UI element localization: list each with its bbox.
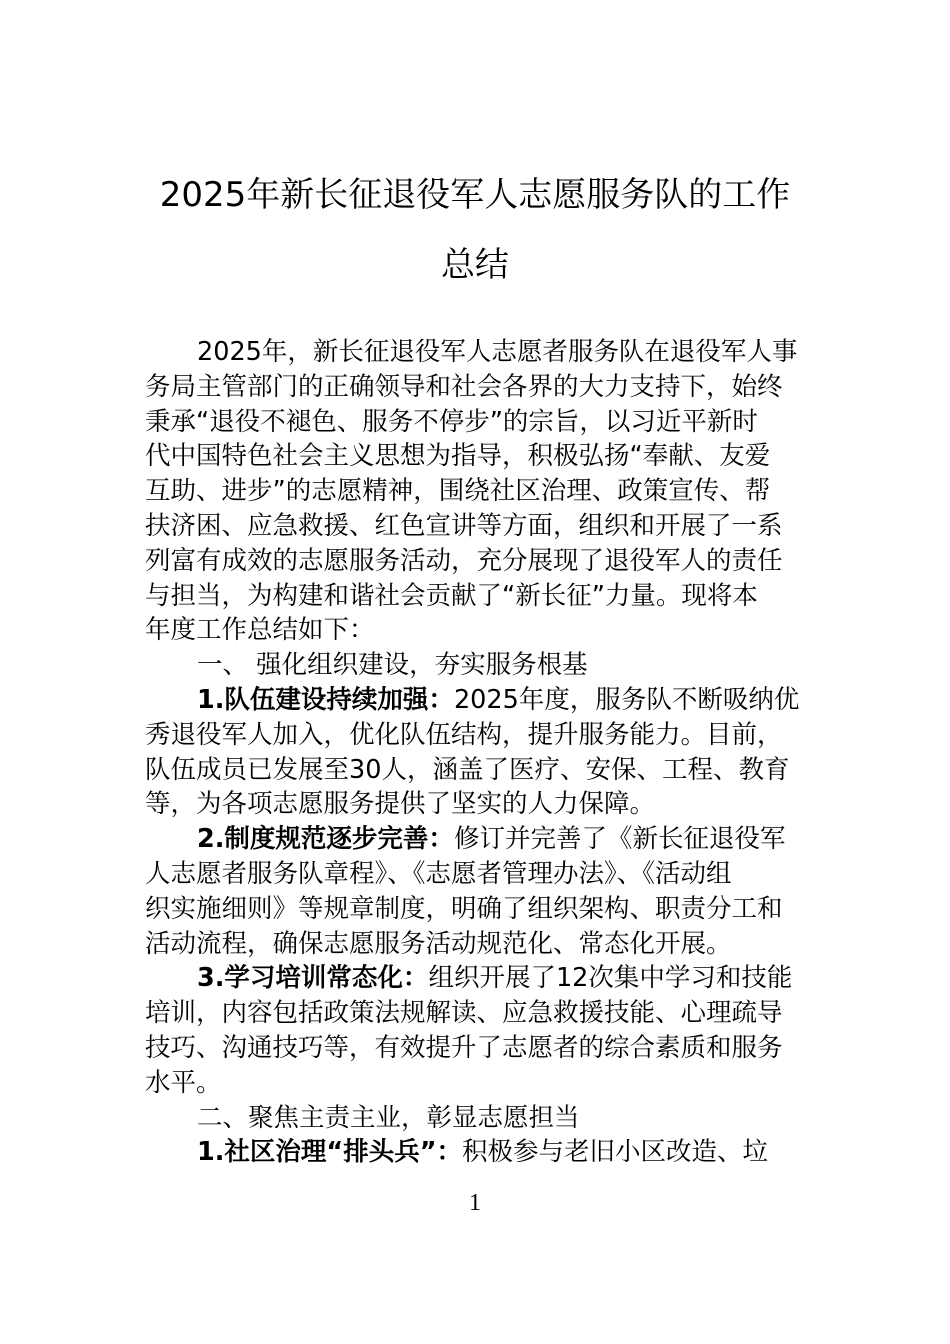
document-body bbox=[145, 335, 807, 1170]
item-text: 积极参与老旧小区改造、垃 bbox=[461, 1137, 768, 1168]
intro-line: 列富有成效的志愿服务活动，充分展现了退役军人的责任 bbox=[145, 545, 783, 576]
item-community bbox=[145, 1135, 807, 1170]
body-line: 队伍成员已发展至30人，涵盖了医疗、安保、工程、教育 bbox=[145, 754, 790, 785]
item-text: 组织开展了12次集中学习和技能 bbox=[428, 963, 793, 994]
item-lead: 1.队伍建设持续加强： bbox=[197, 684, 454, 715]
body-line: 技巧、沟通技巧等，有效提升了志愿者的综合素质和服务 bbox=[145, 1032, 783, 1063]
intro-line: 代中国特色社会主义思想为指导，积极弘扬“奉献、友爱 bbox=[145, 441, 771, 472]
intro-line: 扶济困、应急救援、红色宣讲等方面，组织和开展了一系 bbox=[145, 510, 783, 541]
document-title-line-2: 总结 bbox=[441, 245, 509, 285]
body-line: 培训，内容包括政策法规解读、应急救援技能、心理疏导 bbox=[145, 998, 783, 1029]
body-line: 等，为各项志愿服务提供了坚实的人力保障。 bbox=[145, 789, 656, 820]
item-system bbox=[145, 822, 807, 857]
item-lead: 1.社区治理“排头兵”： bbox=[197, 1137, 462, 1168]
item-text: 修订并完善了《新长征退役军 bbox=[453, 824, 786, 855]
body-line: 秀退役军人加入，优化队伍结构，提升服务能力。目前， bbox=[145, 719, 783, 750]
section-heading-2: 二、聚焦主责主业，彰显志愿担当 bbox=[197, 1102, 580, 1133]
body-line: 活动流程，确保志愿服务活动规范化、常态化开展。 bbox=[145, 928, 732, 959]
intro-line: 秉承“退役不褪色、服务不停步”的宗旨，以习近平新时 bbox=[145, 406, 758, 437]
intro-line: 2025年，新长征退役军人志愿者服务队在退役军人事 bbox=[197, 337, 798, 367]
body-line: 人志愿者服务队章程》、《志愿者管理办法》、《活动组 bbox=[145, 858, 732, 889]
body-line: 水平。 bbox=[145, 1067, 222, 1098]
intro-line: 年度工作总结如下： bbox=[145, 615, 375, 646]
intro-line: 与担当，为构建和谐社会贡献了“新长征”力量。现将本 bbox=[145, 580, 758, 611]
body-line: 织实施细则》等规章制度，明确了组织架构、职责分工和 bbox=[145, 893, 783, 924]
item-lead: 3.学习培训常态化： bbox=[197, 963, 429, 994]
item-lead: 2.制度规范逐步完善： bbox=[197, 824, 454, 855]
intro-line: 务局主管部门的正确领导和社会各界的大力支持下，始终 bbox=[145, 371, 783, 402]
intro-line: 互助、进步”的志愿精神，围绕社区治理、政策宣传、帮 bbox=[145, 476, 771, 507]
page-number: 1 bbox=[469, 1190, 481, 1216]
item-text: 2025年度，服务队不断吸纳优 bbox=[453, 684, 800, 715]
item-team-building bbox=[145, 683, 807, 718]
section-heading-1: 一、 强化组织建设，夯实服务根基 bbox=[197, 650, 588, 681]
document-title-line-1: 2025年新长征退役军人志愿服务队的工作 bbox=[159, 175, 791, 215]
item-training bbox=[145, 961, 807, 996]
